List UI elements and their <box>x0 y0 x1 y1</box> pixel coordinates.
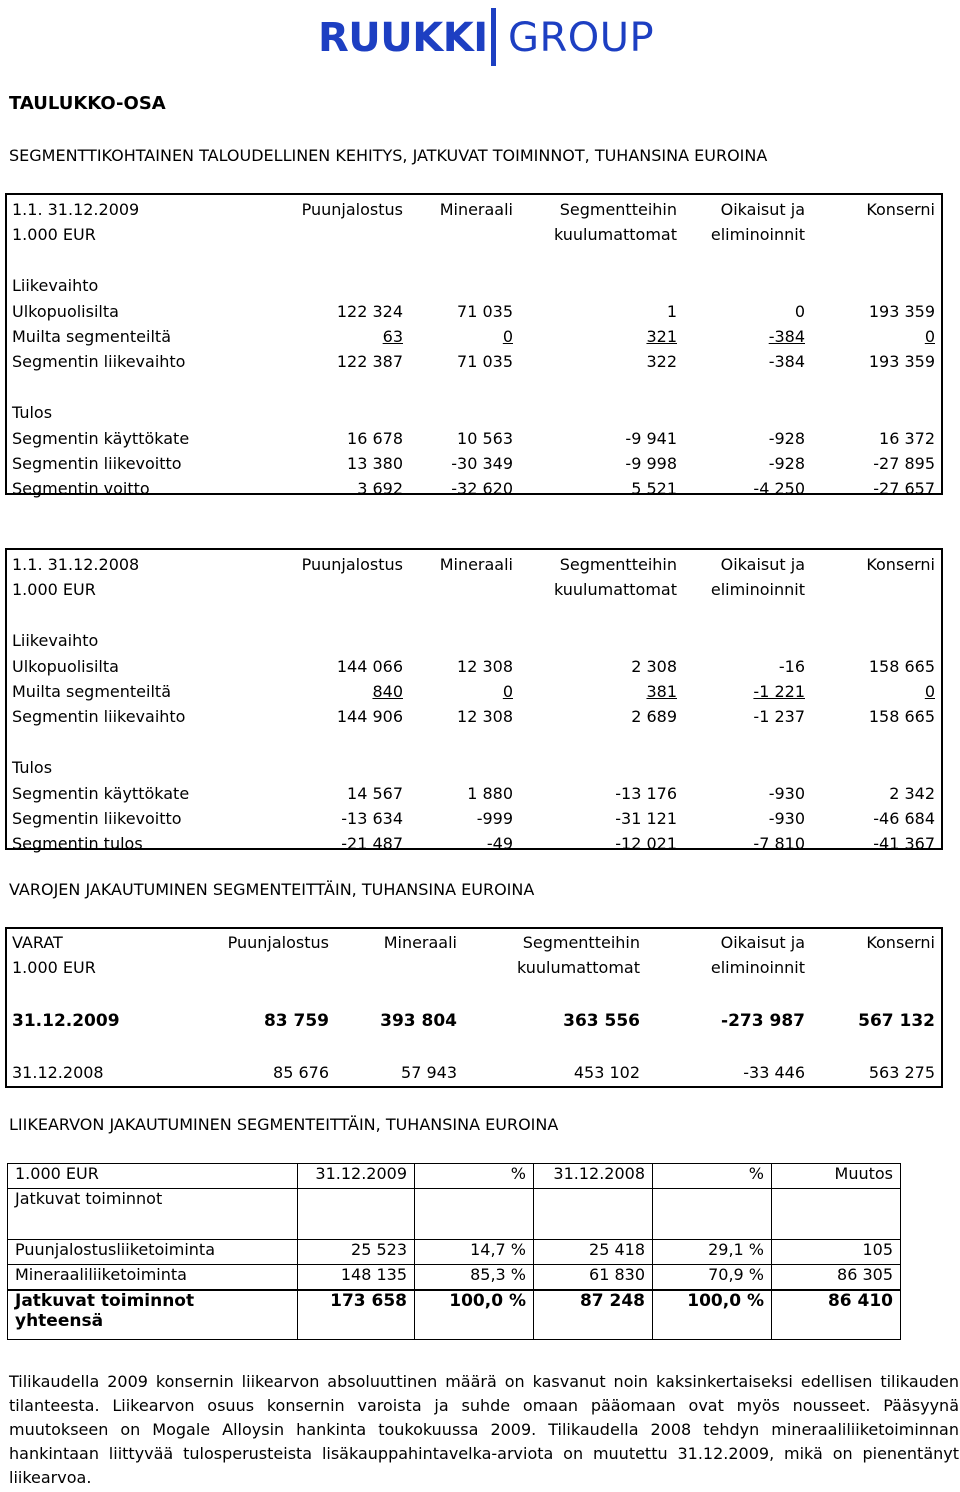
page-heading: TAULUKKO-OSA <box>9 93 166 114</box>
cell-value: -49 <box>486 834 513 854</box>
logo-divider <box>491 8 496 66</box>
cell-value: -13 634 <box>341 809 403 828</box>
section-title-assets: VAROJEN JAKAUTUMINEN SEGMENTEITTÄIN, TUHANSINA EUROINA <box>9 880 535 899</box>
cell-value: 453 102 <box>573 1063 640 1082</box>
total-row <box>8 1290 901 1340</box>
cell-value: 158 665 <box>868 707 935 727</box>
column-header: Puunjalostus <box>227 933 329 952</box>
column-header: eliminoinnit <box>710 580 805 600</box>
column-header: eliminoinnit <box>710 225 805 245</box>
column-header: Mineraali <box>439 555 513 574</box>
segment-table-2009 <box>5 193 943 499</box>
column-header: Oikaisut ja <box>720 200 805 219</box>
cell-value: 563 275 <box>868 1063 935 1082</box>
row-label: Puunjalostusliiketoiminta <box>8 1240 298 1265</box>
cell-value: -384 <box>768 327 805 346</box>
cell-value: -928 <box>768 454 805 473</box>
cell-value: 29,1 % <box>653 1240 772 1265</box>
cell-value: 86 305 <box>772 1265 901 1291</box>
cell-value: 83 759 <box>263 1011 329 1031</box>
cell-value: 0 <box>502 682 513 701</box>
row-label: Mineraaliliiketoiminta <box>8 1265 298 1291</box>
column-header: Oikaisut ja <box>720 933 805 952</box>
cell-value: 1 <box>666 301 677 321</box>
total-value: 86 410 <box>772 1290 901 1340</box>
period-label: 1.1. 31.12.2008 <box>12 555 140 574</box>
cell-value: -1 221 <box>753 682 805 701</box>
row-label: 31.12.2009 <box>12 1011 120 1031</box>
cell-value: -46 684 <box>873 809 935 828</box>
cell-value: 61 830 <box>534 1265 653 1291</box>
cell-value: 0 <box>924 682 935 701</box>
row-label: Segmentin liikevoitto <box>12 809 182 828</box>
column-header: kuulumattomat <box>553 225 677 245</box>
cell-value: -928 <box>768 428 805 448</box>
cell-value: 0 <box>924 327 935 346</box>
cell-value: 10 563 <box>457 428 513 448</box>
cell-value: 122 387 <box>336 352 403 372</box>
table-row <box>8 1265 901 1291</box>
cell-value: 12 308 <box>457 656 513 676</box>
cell-value: 393 804 <box>380 1011 457 1031</box>
cell-value: 85 676 <box>273 1063 329 1082</box>
cell-value: -999 <box>476 809 513 828</box>
cell-value: 2 308 <box>631 656 677 676</box>
cell-value: -930 <box>768 809 805 828</box>
header-unit: 1.000 EUR <box>8 1164 298 1189</box>
header-pct-2009: % <box>415 1164 534 1189</box>
column-header: Segmentteihin <box>559 555 677 574</box>
total-value: 100,0 % <box>415 1290 534 1340</box>
cell-value: -273 987 <box>721 1011 805 1031</box>
total-label-line2: yhteensä <box>15 1311 104 1331</box>
cell-value: 14,7 % <box>415 1240 534 1265</box>
column-header: Oikaisut ja <box>720 555 805 574</box>
total-value: 100,0 % <box>653 1290 772 1340</box>
column-header: Segmentteihin <box>559 200 677 219</box>
cell-value: 0 <box>502 327 513 346</box>
cell-value: 122 324 <box>336 301 403 321</box>
group-label: Tulos <box>12 758 53 778</box>
column-header: kuulumattomat <box>516 958 640 977</box>
cell-value: 71 035 <box>457 301 513 321</box>
total-value: 87 248 <box>534 1290 653 1340</box>
total-label <box>8 1290 298 1340</box>
column-header: Mineraali <box>439 200 513 219</box>
cell-value: 3 692 <box>357 479 403 499</box>
column-header: eliminoinnit <box>710 958 805 977</box>
header-change: Muutos <box>772 1164 901 1189</box>
total-value: 173 658 <box>298 1290 415 1340</box>
cell-value: 144 066 <box>336 656 403 676</box>
row-label: Segmentin voitto <box>12 479 150 499</box>
cell-value: 148 135 <box>298 1265 415 1291</box>
cell-value: 193 359 <box>868 301 935 321</box>
column-header: Mineraali <box>383 933 457 952</box>
assets-table <box>5 927 943 1088</box>
cell-value: 381 <box>646 682 677 701</box>
cell-value: 105 <box>772 1240 901 1265</box>
cell-value: -33 446 <box>743 1063 805 1082</box>
column-header: Segmentteihin <box>522 933 640 952</box>
cell-value: 144 906 <box>336 707 403 727</box>
cell-value: 71 035 <box>457 352 513 372</box>
cell-value: 14 567 <box>347 783 403 803</box>
column-header: Puunjalostus <box>301 200 403 219</box>
cell-value: 567 132 <box>858 1011 935 1031</box>
column-header: Konserni <box>866 555 935 574</box>
cell-value: 1 880 <box>467 783 513 803</box>
cell-value: -1 237 <box>753 707 805 727</box>
header-date-2009: 31.12.2009 <box>298 1164 415 1189</box>
column-header: Konserni <box>866 933 935 952</box>
cell-value: -32 620 <box>451 479 513 499</box>
group-label: Tulos <box>12 403 53 423</box>
column-header: kuulumattomat <box>553 580 677 600</box>
cell-value: -9 941 <box>625 428 677 448</box>
cell-value: -930 <box>768 783 805 803</box>
section-title-segments: SEGMENTTIKOHTAINEN TALOUDELLINEN KEHITYS, JATKUVAT TOIMINNOT, TUHANSINA EUROINA <box>9 146 768 165</box>
period-label: 1.1. 31.12.2009 <box>12 200 140 219</box>
row-label: Segmentin käyttökate <box>12 783 190 803</box>
header-date-2008: 31.12.2008 <box>534 1164 653 1189</box>
cell-value: -27 657 <box>873 479 935 499</box>
cell-value: 2 689 <box>631 707 677 727</box>
cell-value: -384 <box>768 352 805 372</box>
row-label: Muilta segmenteiltä <box>12 682 171 701</box>
cell-value: 322 <box>646 352 677 372</box>
table-header-row <box>8 1164 901 1189</box>
cell-value: 321 <box>646 327 677 346</box>
column-header: Konserni <box>866 200 935 219</box>
cell-value: -13 176 <box>615 783 677 803</box>
row-label: 31.12.2008 <box>12 1063 104 1082</box>
cell-value: 12 308 <box>457 707 513 727</box>
assets-label: VARAT <box>12 933 63 952</box>
row-label: Segmentin käyttökate <box>12 428 190 448</box>
cell-value: 840 <box>372 682 403 701</box>
unit-label: 1.000 EUR <box>12 225 96 245</box>
cell-value: 0 <box>794 301 805 321</box>
cell-value: -41 367 <box>873 834 935 854</box>
column-header: Puunjalostus <box>301 555 403 574</box>
cell-value: 85,3 % <box>415 1265 534 1291</box>
cell-value: 363 556 <box>563 1011 640 1031</box>
unit-label: 1.000 EUR <box>12 958 96 977</box>
group-label: Liikevaihto <box>12 276 99 296</box>
cell-value: 158 665 <box>868 656 935 676</box>
row-label: Segmentin liikevaihto <box>12 352 186 372</box>
goodwill-table <box>7 1163 901 1340</box>
segment-table-2008 <box>5 548 943 854</box>
cell-value: 5 521 <box>631 479 677 499</box>
cell-value: 70,9 % <box>653 1265 772 1291</box>
row-label: Segmentin liikevoitto <box>12 454 182 473</box>
header-pct-2008: % <box>653 1164 772 1189</box>
cell-value: 2 342 <box>889 783 935 803</box>
row-label: Muilta segmenteiltä <box>12 327 171 346</box>
cell-value: -21 487 <box>341 834 403 854</box>
cell-value: -30 349 <box>451 454 513 473</box>
commentary-paragraph: Tilikaudella 2009 konsernin liikearvon absoluuttinen määrä on kasvanut noin kaksinkertaiseksi edellisen tilikauden tilanteesta. Liikearvon osuus konsernin varoista ja suhde omaan pääomaan ovat myös nousseet. Pääsyynä muutokseen on Mogale Alloysin hankinta toukokuussa 2009. Tilikaudella 2008 tehdyn mineraaliliiketoiminnan hankintaan liittyvää tulosperusteista lisäkauppahintavelka-arviota on muutettu 31.12.2009, mikä on pienentänyt liikearvoa. <box>9 1372 959 1487</box>
row-label: Segmentin tulos <box>12 834 143 854</box>
cell-value: 57 943 <box>401 1063 457 1082</box>
logo-text-ruukki: RUUKKI <box>318 15 488 61</box>
cell-value: -7 810 <box>753 834 805 854</box>
cell-value: -16 <box>778 656 805 676</box>
row-label: Ulkopuolisilta <box>12 301 119 321</box>
row-label: Segmentin liikevaihto <box>12 707 186 727</box>
cell-value: 193 359 <box>868 352 935 372</box>
cell-value: 63 <box>382 327 403 346</box>
cell-value: -12 021 <box>615 834 677 854</box>
cell-value: 25 523 <box>298 1240 415 1265</box>
row-label: Ulkopuolisilta <box>12 656 119 676</box>
cell-value: 25 418 <box>534 1240 653 1265</box>
cell-value: -4 250 <box>753 479 805 499</box>
table-row <box>8 1240 901 1265</box>
section-title-goodwill: LIIKEARVON JAKAUTUMINEN SEGMENTEITTÄIN, TUHANSINA EUROINA <box>9 1115 559 1134</box>
cell-value: 16 372 <box>879 428 935 448</box>
cell-value: -31 121 <box>615 809 677 828</box>
group-label: Liikevaihto <box>12 631 99 651</box>
group-label: Jatkuvat toiminnot <box>8 1189 298 1240</box>
cell-value: 16 678 <box>347 428 403 448</box>
total-label-line1: Jatkuvat toiminnot <box>15 1291 195 1311</box>
unit-label: 1.000 EUR <box>12 580 96 600</box>
logo-text-group: GROUP <box>508 15 655 61</box>
cell-value: -27 895 <box>873 454 935 473</box>
table-row <box>8 1189 901 1240</box>
cell-value: 13 380 <box>347 454 403 473</box>
cell-value: -9 998 <box>625 454 677 473</box>
